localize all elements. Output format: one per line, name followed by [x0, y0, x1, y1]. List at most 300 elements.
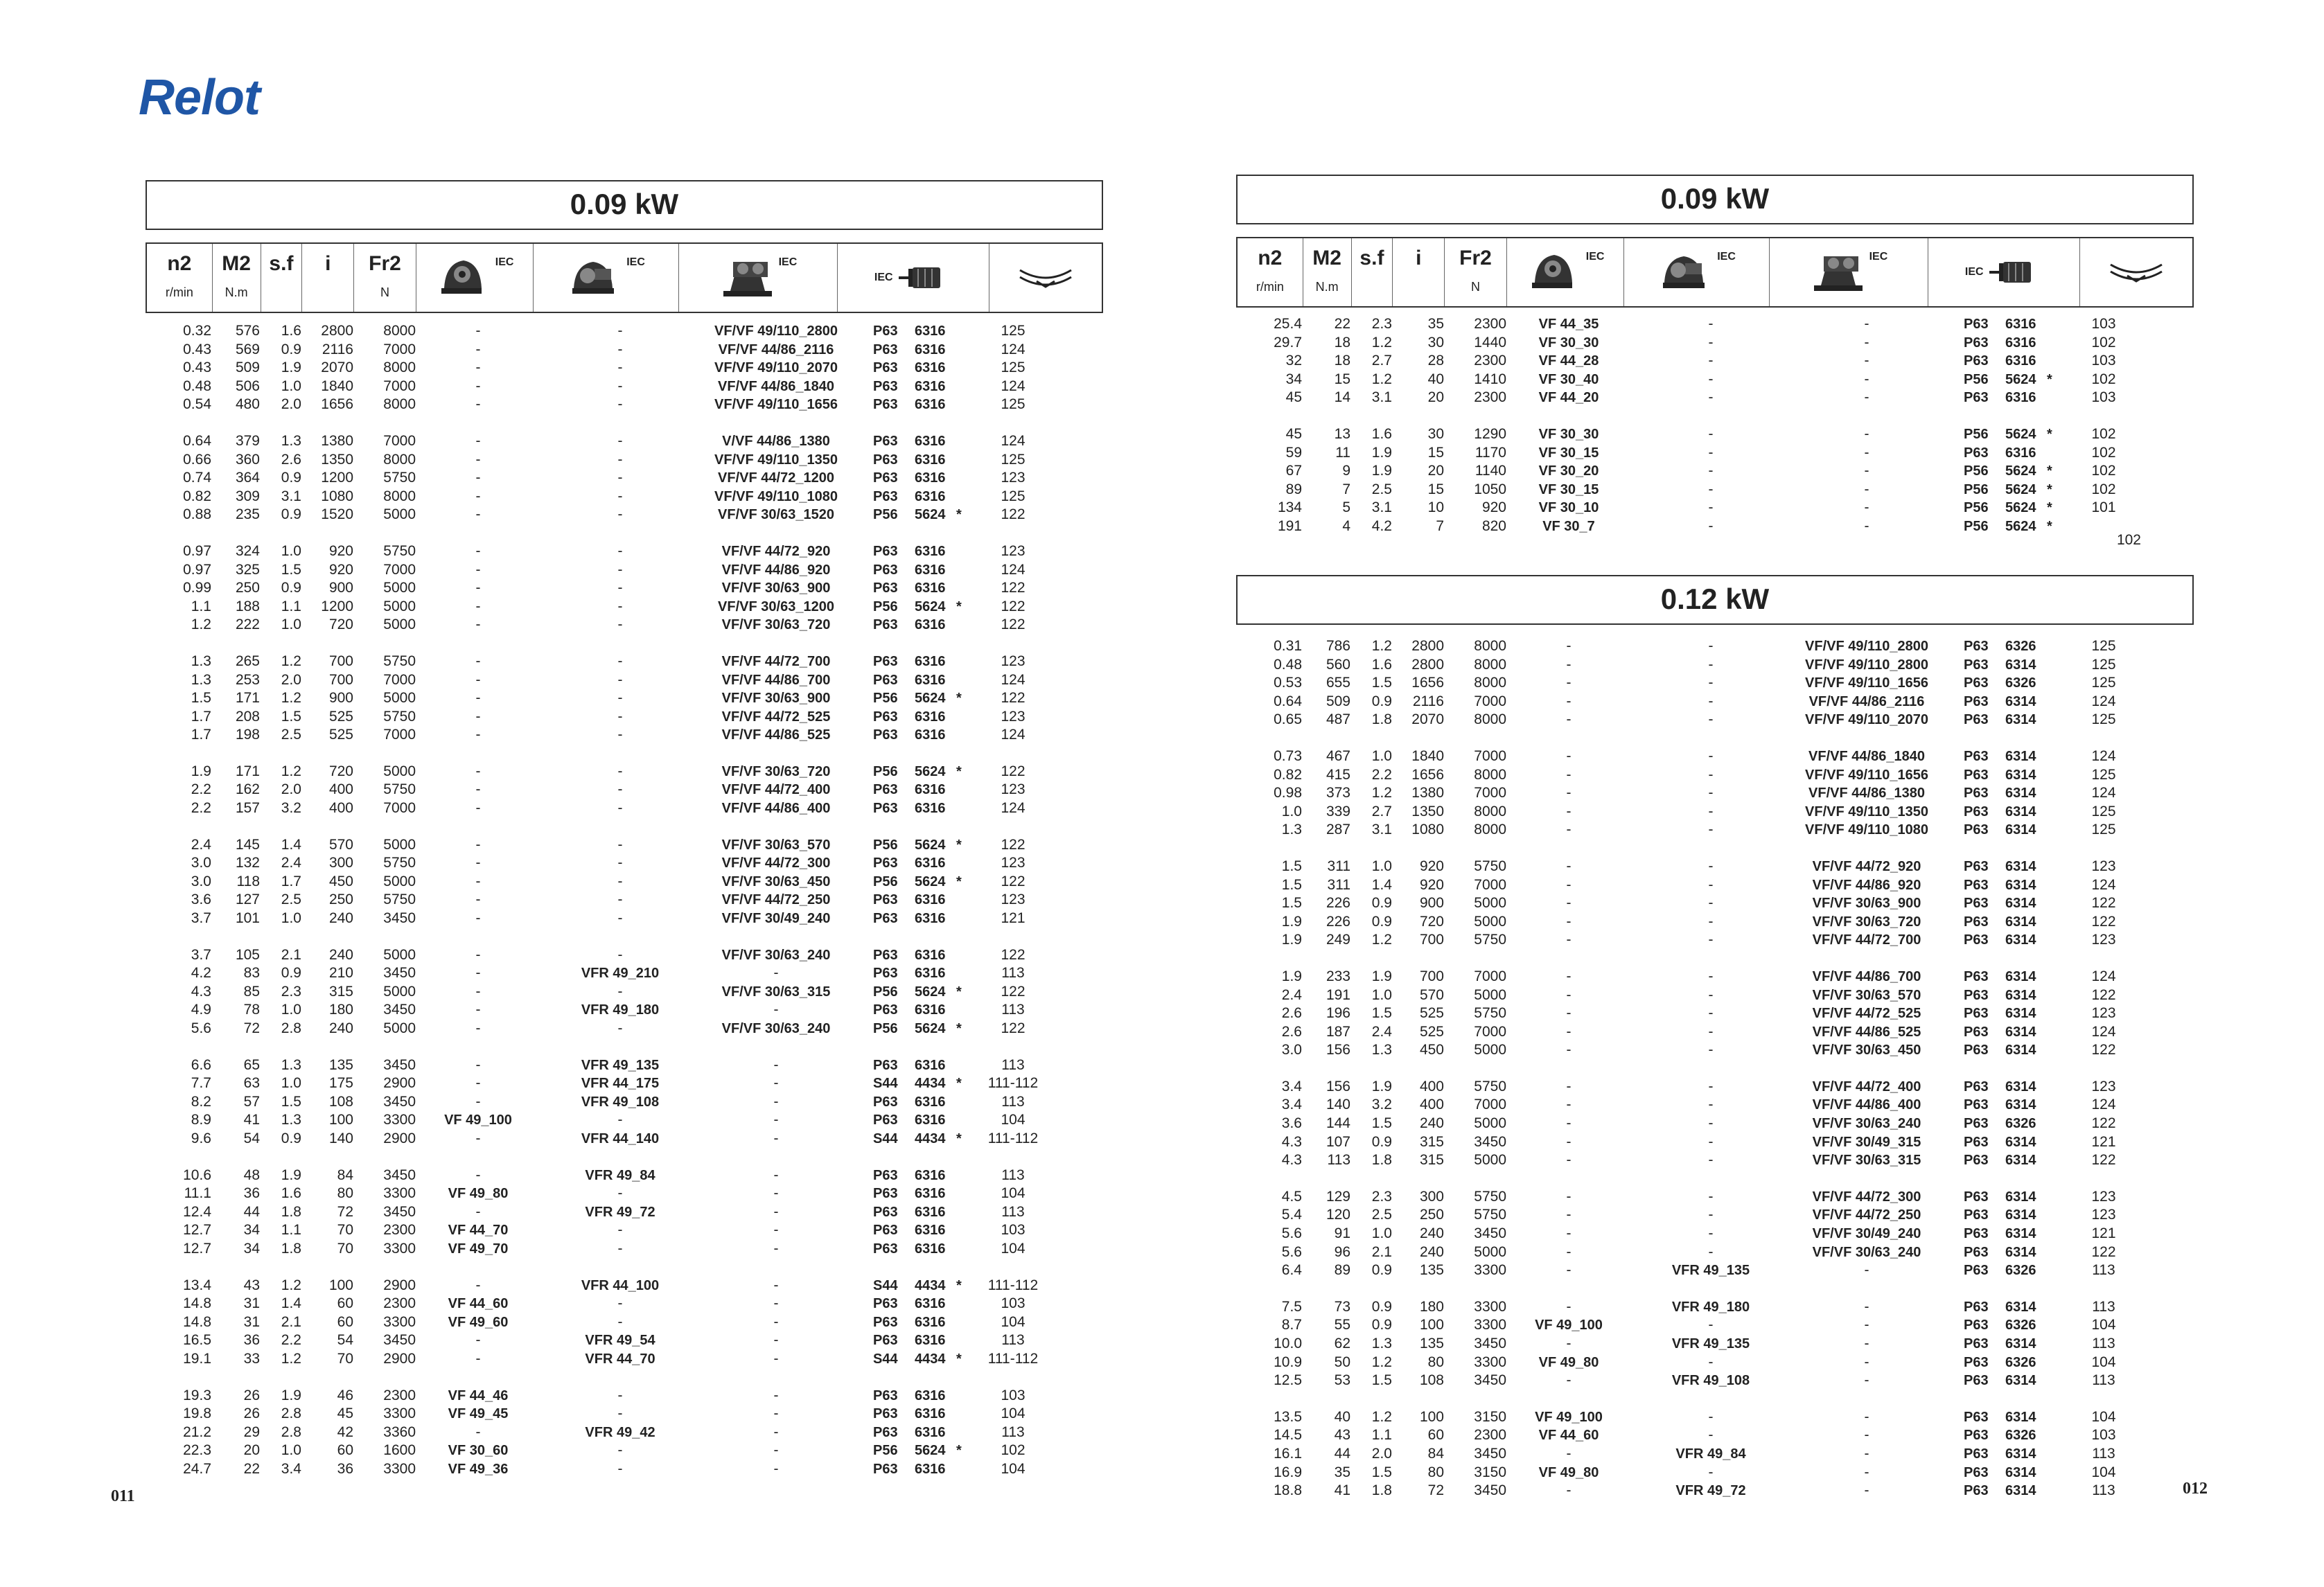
ratio-cell: 240: [328, 946, 353, 963]
vfvf-model-cell: -: [773, 1222, 779, 1239]
fr2-cell: 5750: [1474, 1005, 1506, 1022]
page-ref-cell: 113: [2092, 1336, 2115, 1351]
vf-model-cell: -: [475, 341, 481, 357]
iec-label: IEC: [1717, 251, 1736, 263]
table-row: [146, 799, 1103, 818]
ratio-cell: 400: [1419, 1078, 1444, 1094]
sf-cell: 1.8: [281, 1203, 301, 1220]
note-cell: [956, 781, 971, 799]
page-ref-cell: 122: [1001, 983, 1025, 1000]
vf-model-cell: -: [1566, 1298, 1572, 1315]
page-ref-cell: 124: [2091, 785, 2116, 801]
sf-cell: 2.1: [281, 946, 301, 963]
fr2-cell: 2900: [383, 1075, 416, 1092]
table-row: [146, 469, 1103, 488]
motor-frame-cell: P63: [873, 470, 898, 486]
n2-cell: 59: [1285, 444, 1302, 461]
vf-model-cell: -: [475, 800, 481, 817]
ratio-cell: 300: [1419, 1188, 1444, 1205]
motor-code-cell: 6316: [915, 947, 946, 963]
vf-model-cell: -: [1566, 1207, 1572, 1223]
note-cell: [2047, 656, 2062, 675]
ratio-cell: 240: [1419, 1243, 1444, 1260]
motor-code-cell: 6316: [915, 1241, 946, 1257]
vfvf-model-cell: -: [773, 1185, 779, 1202]
note-cell: [2047, 674, 2062, 693]
motor-code-cell: 6326: [2005, 675, 2036, 691]
motor-frame-cell: P63: [1964, 1079, 1989, 1094]
m2-cell: 569: [235, 341, 260, 357]
m2-cell: 85: [243, 983, 260, 1000]
n2-cell: 19.3: [183, 1387, 211, 1403]
sf-cell: 0.9: [1371, 913, 1392, 930]
m2-cell: 9: [1342, 463, 1350, 479]
right-bottom-power-title: 0.12 kW: [1236, 575, 2194, 625]
motor-frame-cell: P63: [1964, 1428, 1989, 1444]
m2-cell: 4: [1342, 517, 1350, 534]
table-row: [1236, 1188, 2194, 1207]
m2-cell: 83: [243, 965, 260, 982]
ratio-cell: 15: [1427, 444, 1444, 461]
sf-cell: 2.8: [281, 1020, 301, 1036]
page-ref-cell: 102: [1001, 1442, 1025, 1459]
page-ref-cell: 124: [2091, 1097, 2116, 1113]
table-row: [146, 1442, 1103, 1460]
table-row: [146, 1331, 1103, 1350]
header-unit: N.m: [225, 285, 248, 299]
vfvf-model-cell: -: [1864, 517, 1869, 534]
ratio-cell: 2800: [1411, 638, 1444, 654]
sf-cell: 2.0: [281, 671, 301, 688]
ratio-cell: 525: [328, 727, 353, 743]
table-row: [146, 689, 1103, 708]
m2-cell: 101: [235, 910, 260, 927]
vfvf-model-cell: -: [1864, 425, 1869, 442]
vfr-model-cell: -: [617, 690, 623, 707]
n2-cell: 12.5: [1274, 1372, 1302, 1389]
table-row: [1236, 371, 2194, 389]
note-cell: [2047, 1096, 2062, 1115]
motor-frame-cell: P63: [1964, 1116, 1989, 1132]
m2-cell: 14: [1334, 389, 1350, 406]
page-ref-cell: 123: [2091, 1005, 2116, 1022]
sf-cell: 2.5: [1371, 1207, 1392, 1223]
vfr-model-cell: -: [617, 873, 623, 889]
ratio-cell: 1840: [1411, 747, 1444, 764]
vfr-model-cell: -: [617, 341, 623, 357]
sf-cell: 0.9: [1371, 895, 1392, 912]
fr2-cell: 3450: [383, 1203, 416, 1220]
motor-frame-cell: P56: [873, 874, 898, 889]
wormbox-double-icon: [1810, 248, 1869, 296]
motor-frame-cell: P63: [1964, 786, 1989, 801]
n2-cell: 45: [1285, 425, 1302, 442]
m2-cell: 509: [235, 360, 260, 376]
sf-cell: 1.2: [1371, 785, 1392, 801]
ratio-cell: 46: [337, 1387, 353, 1403]
note-cell: *: [956, 837, 962, 853]
table-row: [146, 579, 1103, 598]
iec-label: IEC: [1964, 266, 1984, 278]
vfvf-model-cell: VF/VF 44/72_250: [721, 892, 831, 908]
m2-cell: 233: [1326, 968, 1350, 984]
m2-cell: 36: [243, 1332, 260, 1349]
n2-cell: 3.0: [191, 873, 211, 889]
fr2-cell: 7000: [1474, 876, 1506, 893]
vfr-model-cell: -: [617, 1406, 623, 1422]
vfvf-model-cell: VF/VF 44/86_700: [1812, 968, 1921, 984]
fr2-cell: 3450: [1474, 1133, 1506, 1150]
motor-code-cell: 6314: [2005, 877, 2036, 893]
ratio-cell: 108: [328, 1093, 353, 1110]
page-ref-cell: 125: [2091, 711, 2116, 728]
page-ref-cell: 122: [2091, 895, 2116, 912]
sf-cell: 2.1: [1371, 1243, 1392, 1260]
motor-frame-cell: P63: [1964, 1318, 1989, 1333]
motor-code-cell: 6316: [915, 966, 946, 982]
sf-cell: 1.2: [281, 1350, 301, 1367]
vfvf-model-cell: -: [773, 1406, 779, 1422]
motor-frame-cell: S44: [873, 1277, 898, 1293]
note-cell: [2047, 711, 2062, 729]
vfr-model-cell: -: [1708, 499, 1714, 516]
page-ref-cell: 122: [2091, 913, 2116, 930]
page-ref-cell: 124: [1001, 800, 1025, 817]
vfvf-model-cell: VF/VF 44/72_1200: [718, 470, 834, 486]
vfr-model-cell: -: [1708, 353, 1714, 369]
fr2-cell: 7000: [1474, 1023, 1506, 1040]
vf-model-cell: -: [1566, 1005, 1572, 1022]
m2-cell: 34: [243, 1240, 260, 1257]
page-ref-cell: 113: [2092, 1372, 2115, 1389]
page-ref-cell: 123: [2091, 858, 2116, 874]
motor-flange-icon: [1984, 248, 2043, 296]
ratio-cell: 60: [337, 1295, 353, 1312]
m2-cell: 107: [1326, 1133, 1350, 1150]
ratio-cell: 400: [328, 800, 353, 817]
m2-cell: 7: [1342, 481, 1350, 497]
motor-frame-cell: P63: [1964, 896, 1989, 912]
vfr-model-cell: -: [617, 800, 623, 817]
page-ref-cell: 113: [2092, 1298, 2115, 1315]
m2-cell: 33: [243, 1350, 260, 1367]
motor-code-cell: 6316: [2005, 390, 2036, 406]
sf-cell: 1.0: [1371, 1225, 1392, 1242]
n2-cell: 2.2: [191, 781, 211, 798]
motor-frame-cell: P63: [1964, 353, 1989, 369]
m2-cell: 140: [1326, 1097, 1350, 1113]
ratio-cell: 72: [1427, 1482, 1444, 1499]
m2-cell: 44: [243, 1203, 260, 1220]
left-rating-table: [146, 322, 1103, 1496]
note-cell: [2047, 784, 2062, 803]
vfvf-model-cell: VF/VF 30/63_720: [1812, 914, 1921, 930]
sf-cell: 2.0: [281, 781, 301, 798]
ratio-cell: 920: [328, 542, 353, 559]
vfvf-model-cell: VF/VF 49/110_1350: [714, 452, 838, 468]
fr2-cell: 3450: [383, 1056, 416, 1073]
vf-model-cell: VF 49_100: [1535, 1318, 1603, 1333]
m2-cell: 34: [243, 1222, 260, 1239]
vf-model-cell: -: [475, 432, 481, 449]
page-ref-cell: 124: [2091, 693, 2116, 709]
vfvf-model-cell: VF/VF 44/72_400: [721, 782, 831, 798]
vf-model-cell: -: [1566, 693, 1572, 709]
n2-cell: 29.7: [1274, 334, 1302, 351]
note-cell: [956, 616, 971, 635]
table-row: [146, 763, 1103, 781]
motor-code-cell: 6316: [915, 672, 946, 688]
ratio-cell: 7: [1436, 517, 1444, 534]
motor-frame-cell: P56: [873, 837, 898, 853]
fr2-cell: 8000: [1474, 711, 1506, 728]
table-group: [1236, 858, 2194, 950]
vfvf-model-cell: -: [1864, 1354, 1869, 1370]
fr2-cell: 3300: [1474, 1354, 1506, 1370]
table-row: [146, 598, 1103, 617]
page-ref-cell: 124: [1001, 341, 1025, 357]
ratio-cell: 42: [337, 1424, 353, 1440]
vf-model-cell: -: [475, 1075, 481, 1092]
vfvf-model-cell: -: [773, 1112, 779, 1128]
motor-code-cell: 6314: [2005, 932, 2036, 948]
motor-frame-cell: P63: [1964, 987, 1989, 1003]
ratio-cell: 135: [1419, 1336, 1444, 1351]
table-row: [1236, 1004, 2194, 1023]
n2-cell: 5.6: [1281, 1243, 1302, 1260]
motor-code-cell: 5624: [915, 1443, 946, 1459]
n2-cell: 67: [1285, 463, 1302, 479]
m2-cell: 265: [235, 653, 260, 669]
motor-frame-cell: P63: [873, 653, 898, 669]
fr2-cell: 5000: [1474, 1042, 1506, 1058]
motor-code-cell: 6316: [915, 342, 946, 357]
table-row: [1236, 315, 2194, 334]
note-cell: [956, 1313, 971, 1332]
motor-code-cell: 5624: [915, 507, 946, 523]
sf-cell: 2.8: [281, 1406, 301, 1422]
fr2-cell: 5750: [383, 653, 416, 669]
fr2-cell: 5750: [383, 855, 416, 871]
page-ref-cell: 111-112: [987, 1075, 1039, 1092]
n2-cell: 16.5: [183, 1332, 211, 1349]
fr2-cell: 8000: [383, 488, 416, 504]
page-ref-cell: 123: [2091, 1188, 2116, 1205]
vfr-model-cell: VFR 49_42: [585, 1424, 655, 1440]
m2-cell: 287: [1326, 822, 1350, 838]
vfvf-model-cell: -: [1864, 1427, 1869, 1444]
table-row: [146, 1424, 1103, 1442]
vfvf-model-cell: VF/VF 44/86_920: [721, 562, 831, 578]
vf-model-cell: VF 49_36: [448, 1461, 509, 1477]
page-ref-cell: 113: [1001, 1056, 1025, 1073]
page-ref-cell: 122: [2091, 1243, 2116, 1260]
n2-cell: 0.48: [183, 378, 211, 394]
n2-cell: 10.0: [1274, 1336, 1302, 1351]
ratio-cell: 30: [1427, 334, 1444, 351]
vfvf-model-cell: VF/VF 44/72_700: [1812, 932, 1921, 948]
note-cell: [956, 359, 971, 378]
n2-cell: 0.82: [1274, 766, 1302, 783]
page-ref-cell: 103: [2091, 353, 2116, 369]
ratio-cell: 84: [1427, 1445, 1444, 1462]
n2-cell: 1.5: [1281, 895, 1302, 912]
note-cell: *: [2047, 500, 2052, 516]
m2-cell: 325: [235, 561, 260, 578]
vfvf-model-cell: VF/VF 30/63_900: [721, 691, 831, 707]
m2-cell: 62: [1334, 1336, 1350, 1351]
vf-model-cell: -: [1566, 785, 1572, 801]
table-row: [1236, 1096, 2194, 1115]
note-cell: *: [956, 763, 962, 779]
vf-model-cell: -: [475, 506, 481, 523]
ratio-cell: 35: [1427, 316, 1444, 332]
fr2-cell: 5000: [383, 598, 416, 614]
fr2-cell: 5000: [383, 580, 416, 596]
fr2-cell: 3450: [383, 965, 416, 982]
page-ref-cell: 104: [1001, 1460, 1025, 1477]
page-ref-cell: 125: [2091, 638, 2116, 654]
m2-cell: 171: [235, 690, 260, 707]
ratio-cell: 570: [328, 836, 353, 853]
note-cell: [956, 1056, 971, 1075]
fr2-cell: 5750: [1474, 932, 1506, 948]
vf-model-cell: VF 49_80: [1538, 1464, 1599, 1480]
vfr-model-cell: -: [617, 1460, 623, 1477]
sf-cell: 2.0: [281, 396, 301, 413]
motor-code-cell: 6316: [915, 580, 946, 596]
motor-frame-cell: P63: [873, 1002, 898, 1018]
fr2-cell: 3450: [383, 1093, 416, 1110]
vfr-model-cell: -: [1708, 389, 1714, 406]
fr2-cell: 7000: [1474, 968, 1506, 984]
sf-cell: 2.4: [1371, 1023, 1392, 1040]
motor-frame-cell: P63: [873, 966, 898, 982]
note-cell: *: [2047, 426, 2052, 442]
table-row: [146, 1295, 1103, 1313]
table-row: [146, 322, 1103, 341]
motor-code-cell: 6314: [2005, 1024, 2036, 1040]
motor-code-cell: 6314: [2005, 1043, 2036, 1058]
fr2-cell: 5750: [1474, 1188, 1506, 1205]
vf-model-cell: -: [1566, 1225, 1572, 1242]
ratio-cell: 20: [1427, 389, 1444, 406]
vfvf-model-cell: -: [773, 1277, 779, 1293]
note-cell: [956, 1167, 971, 1185]
vfvf-model-cell: VF/VF 30/63_570: [1812, 987, 1921, 1003]
vf-model-cell: -: [475, 488, 481, 504]
vfvf-model-cell: -: [1864, 481, 1869, 497]
m2-cell: 467: [1326, 747, 1350, 764]
table-row: [146, 378, 1103, 396]
motor-frame-cell: P63: [873, 1424, 898, 1440]
table-group: [146, 542, 1103, 635]
motor-code-cell: 6316: [915, 452, 946, 468]
note-cell: *: [956, 1131, 962, 1146]
sf-cell: 1.2: [281, 1277, 301, 1293]
table-row: [1236, 968, 2194, 986]
table-row: [146, 726, 1103, 745]
table-row: [1236, 674, 2194, 693]
vfvf-model-cell: VF/VF 44/72_250: [1812, 1207, 1921, 1223]
n2-cell: 2.2: [191, 800, 211, 817]
motor-frame-cell: P63: [873, 1333, 898, 1349]
vfvf-model-cell: -: [1864, 1372, 1869, 1389]
n2-cell: 25.4: [1274, 316, 1302, 332]
sf-cell: 1.7: [281, 873, 301, 889]
motor-code-cell: 6316: [915, 1461, 946, 1477]
n2-cell: 0.64: [1274, 693, 1302, 709]
motor-code-cell: 5624: [2005, 481, 2036, 497]
m2-cell: 156: [1326, 1078, 1350, 1094]
vf-model-cell: -: [475, 965, 481, 982]
n2-cell: 21.2: [183, 1424, 211, 1440]
motor-frame-cell: P63: [873, 1387, 898, 1403]
m2-cell: 156: [1326, 1042, 1350, 1058]
vf-model-cell: -: [475, 1130, 481, 1146]
motor-code-cell: 6314: [2005, 712, 2036, 728]
sf-cell: 1.9: [1371, 444, 1392, 461]
fr2-cell: 5750: [383, 781, 416, 798]
vfvf-model-cell: -: [773, 1350, 779, 1367]
table-row: [1236, 986, 2194, 1005]
m2-cell: 73: [1334, 1298, 1350, 1315]
m2-cell: 250: [235, 580, 260, 596]
motor-frame-cell: P63: [1964, 390, 1989, 406]
n2-cell: 14.8: [183, 1313, 211, 1330]
page-ref-cell: 122: [1001, 580, 1025, 596]
fr2-cell: 3450: [1474, 1372, 1506, 1389]
page-ref-cell: 125: [2091, 822, 2116, 838]
table-row: [146, 1460, 1103, 1479]
vfr-model-cell: VFR 44_100: [581, 1277, 660, 1293]
motor-frame-cell: P63: [873, 1241, 898, 1257]
motor-code-cell: 6316: [915, 892, 946, 908]
vfvf-model-cell: VF/VF 30/63_1200: [718, 599, 834, 614]
sf-cell: 1.1: [1371, 1427, 1392, 1444]
page-ref-cell: 124: [1001, 671, 1025, 688]
ratio-cell: 84: [337, 1167, 353, 1183]
fr2-cell: 1440: [1474, 334, 1506, 351]
m2-cell: 91: [1334, 1225, 1350, 1242]
table-row: [1236, 931, 2194, 950]
fr2-cell: 1170: [1474, 444, 1506, 461]
vfr-model-cell: -: [1708, 895, 1714, 912]
col-vf-header: [1507, 238, 1625, 306]
page-ref-cell: 122: [1001, 763, 1025, 779]
motor-frame-cell: P63: [1964, 968, 1989, 984]
m2-cell: 235: [235, 506, 260, 523]
note-cell: [956, 322, 971, 341]
vfr-model-cell: -: [617, 451, 623, 468]
sf-cell: 1.8: [281, 1240, 301, 1257]
table-row: [146, 506, 1103, 524]
motor-code-cell: 6314: [2005, 1189, 2036, 1205]
n2-cell: 0.54: [183, 396, 211, 413]
motor-frame-cell: P63: [1964, 712, 1989, 728]
page-ref-cell: 125: [1001, 360, 1025, 376]
note-cell: [956, 708, 971, 727]
motor-frame-cell: P63: [873, 580, 898, 596]
fr2-cell: 3300: [383, 1240, 416, 1257]
sf-cell: 1.1: [281, 1222, 301, 1239]
col-vf-header: [416, 244, 534, 312]
page-ref-cell: 104: [2091, 1408, 2116, 1425]
table-row: [146, 616, 1103, 635]
motor-code-cell: 6316: [2005, 317, 2036, 332]
table-row: [146, 1185, 1103, 1203]
note-cell: *: [956, 507, 962, 523]
